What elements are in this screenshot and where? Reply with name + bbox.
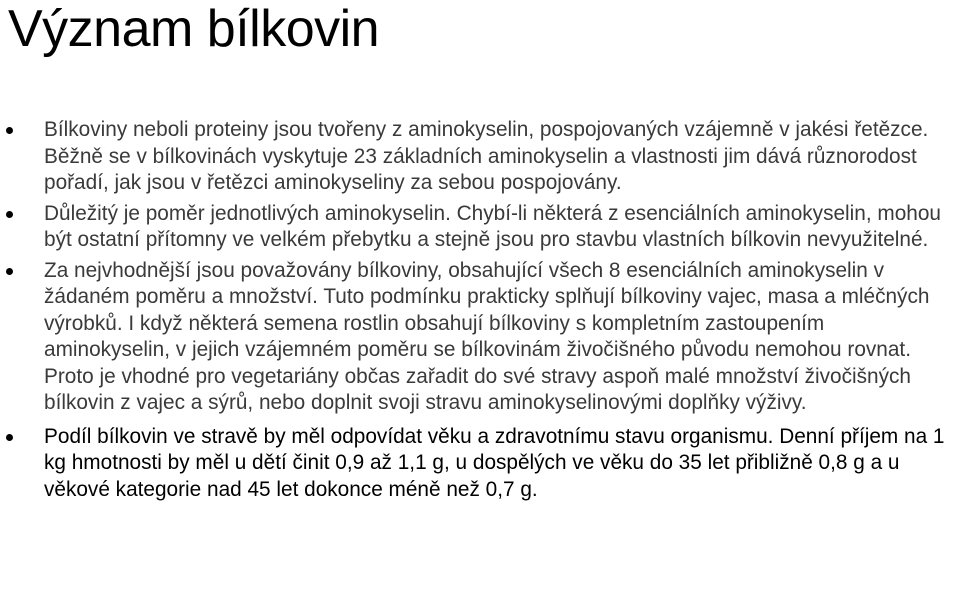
bullet-dot-icon (6, 127, 13, 134)
bullet-item-best-proteins (0, 258, 960, 417)
bullet-text: Podíl bílkovin ve stravě by měl odpovídat věku a zdravotnímu stavu organismu. Denní příjem na 1 kg hmotnosti by měl u dětí činit 0,9 až 1,1 g, u dospělých ve věku do 35 let přibližně 0,8 g a u věkové kategorie nad 45 let dokonce méně než 0,7 g. (44, 424, 945, 501)
bullet-item-proteins (0, 117, 960, 197)
bullet-text: Bílkoviny neboli proteiny jsou tvořeny z aminokyselin, pospojovaných vzájemně v jakési řetězce. Běžně se v bílkovinách vyskytuje 23 základních aminokyselin a vlastnosti jim dává různorodost pořadí, jak jsou v řetězci aminokyseliny za sebou pospojovány. (44, 118, 929, 194)
bullet-text: Důležitý je poměr jednotlivých aminokyselin. Chybí-li některá z esenciálních aminokyselin, mohou být ostatní přítomny ve velkém přebytku a stejně jsou pro stavbu vlastních bílkovin nevyužitelné. (44, 201, 941, 251)
bullet-dot-icon (6, 434, 13, 441)
bullet-list (0, 117, 960, 507)
bullet-dot-icon (6, 268, 13, 275)
bullet-text: Za nejvhodnější jsou považovány bílkoviny, obsahující všech 8 esenciálních aminokyselin v žádaném poměru a množství. Tuto podmínku prakticky splňují bílkoviny vajec, masa a mléčných výrobků. I když některá semena rostlin obsahují bílkoviny s kompletním zastoupením aminokyselin, v jejich vzájemném poměru se bílkovinám živočišného původu nemohou rovnat. Proto je vhodné pro vegetariány občas zařadit do své stravy aspoň malé množství živočišných bílkovin z vajec a sýrů, nebo doplnit svoji stravu aminokyselinovými doplňky výživy. (44, 258, 930, 414)
bullet-item-ratio (0, 201, 960, 254)
bullet-item-intake (0, 424, 960, 504)
bullet-dot-icon (6, 211, 13, 218)
slide-title: Význam bílkovin (8, 0, 380, 58)
